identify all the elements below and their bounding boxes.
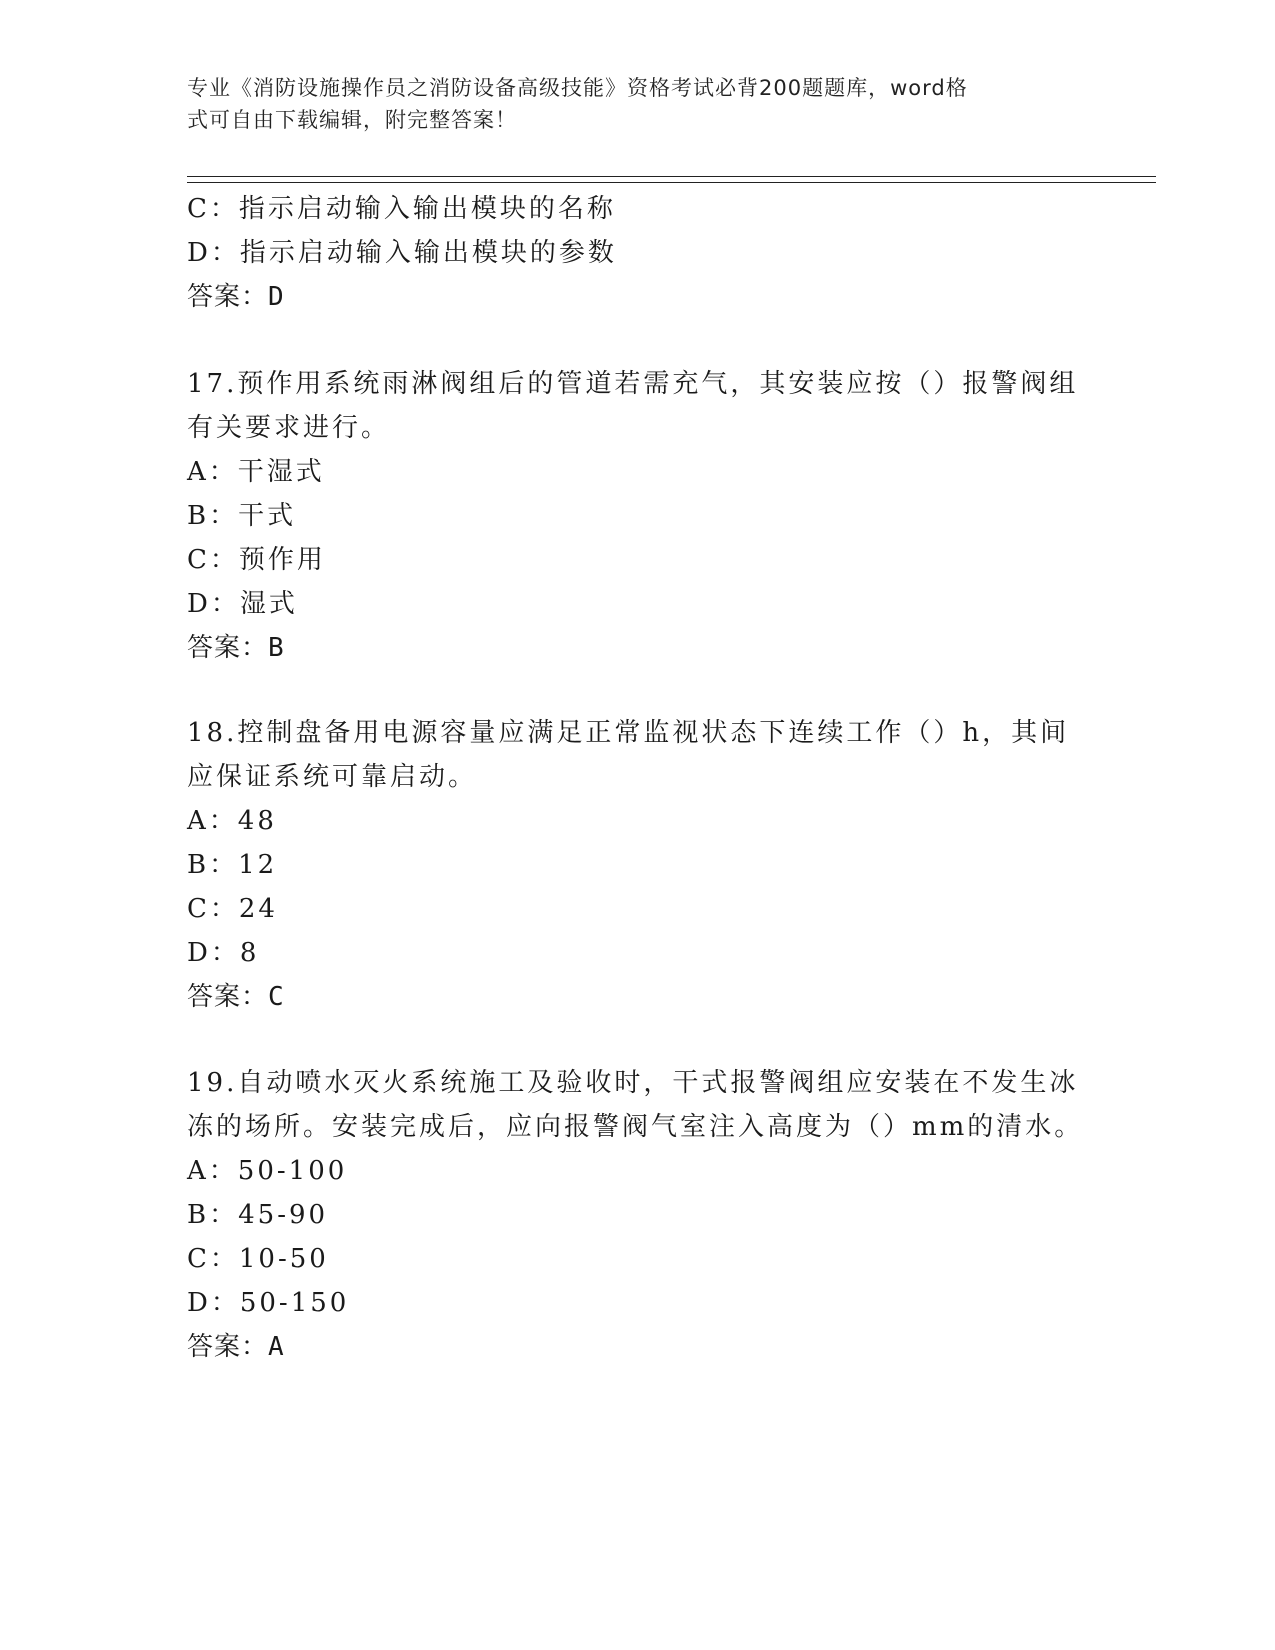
- question-18-option-d: D：8: [187, 938, 260, 968]
- answer-value: A: [268, 1332, 285, 1362]
- prev-question-option-d: D：指示启动输入输出模块的参数: [187, 238, 617, 268]
- question-17-stem-line-1: 17.预作用系统雨淋阀组后的管道若需充气，其安装应按（）报警阀组: [187, 369, 1079, 399]
- answer-value: B: [268, 633, 285, 663]
- question-18-option-b: B：12: [187, 850, 278, 880]
- question-19-option-b: B：45-90: [187, 1200, 329, 1230]
- question-17-option-a: A：干湿式: [187, 457, 325, 487]
- header-line-2: 式可自由下载编辑，附完整答案！: [187, 108, 517, 132]
- prev-question-answer: [187, 280, 285, 314]
- question-18-stem-line-2: 应保证系统可靠启动。: [187, 762, 478, 792]
- answer-label: 答案：: [187, 633, 269, 663]
- header-line-1: 专业《消防设施操作员之消防设备高级技能》资格考试必背200题题库，word格: [187, 76, 968, 100]
- question-19-option-d: D：50-150: [187, 1288, 350, 1318]
- answer-value: C: [268, 982, 285, 1012]
- header-divider-bottom: [187, 182, 1156, 183]
- answer-value: D: [268, 282, 285, 312]
- answer-label: 答案：: [187, 1332, 269, 1362]
- question-18-option-a: A：48: [187, 806, 277, 836]
- document-header: [187, 72, 1067, 136]
- question-17-stem-line-2: 有关要求进行。: [187, 413, 391, 443]
- header-divider-top: [187, 176, 1156, 177]
- question-17-option-c: C：预作用: [187, 545, 326, 575]
- question-19-option-c: C：10-50: [187, 1244, 329, 1274]
- answer-label: 答案：: [187, 982, 269, 1012]
- question-17-option-b: B：干式: [187, 501, 297, 531]
- question-18-answer: [187, 980, 285, 1014]
- question-19-answer: [187, 1330, 285, 1364]
- question-19-stem-line-1: 19.自动喷水灭火系统施工及验收时，干式报警阀组应安装在不发生冰: [187, 1068, 1079, 1098]
- question-19-option-a: A：50-100: [187, 1156, 348, 1186]
- prev-question-option-c: C：指示启动输入输出模块的名称: [187, 194, 616, 224]
- question-18-option-c: C：24: [187, 894, 278, 924]
- question-19-stem-line-2: 冻的场所。安装完成后，应向报警阀气室注入高度为（）mm的清水。: [187, 1112, 1084, 1142]
- answer-label: 答案：: [187, 282, 269, 312]
- question-18-stem-line-1: 18.控制盘备用电源容量应满足正常监视状态下连续工作（）h，其间: [187, 718, 1070, 748]
- question-17-option-d: D：湿式: [187, 589, 298, 619]
- question-17-answer: [187, 631, 285, 665]
